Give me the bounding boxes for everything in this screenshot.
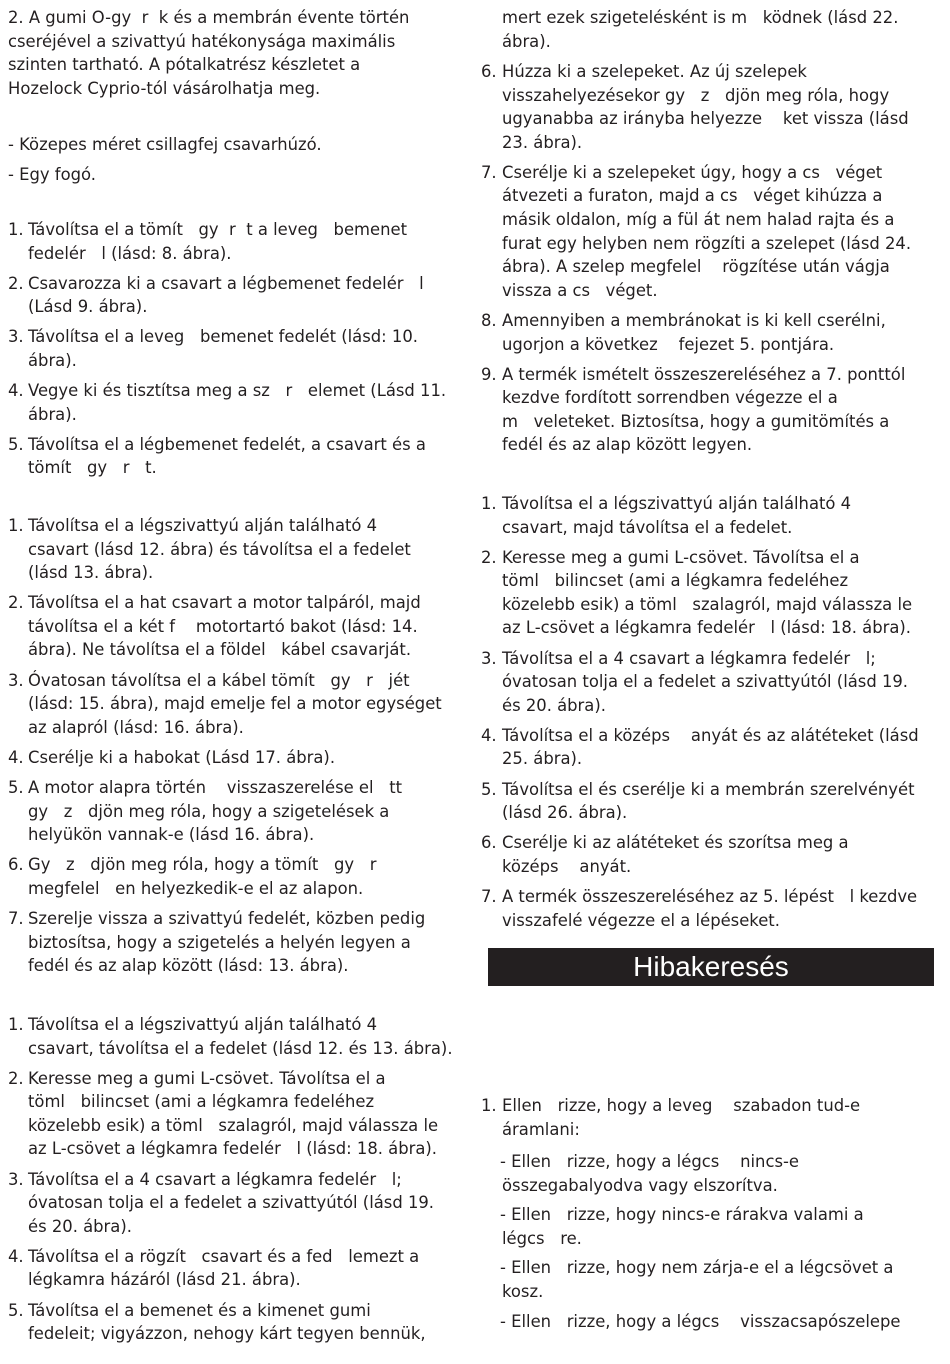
list-item: 5. A motor alapra történ visszaszerelése el tt gy z djön meg róla, hogy a szigetelések a helyükön vannak-e (lásd 16. ábra). <box>8 777 403 845</box>
list-item: 4. Vegye ki és tisztítsa meg a sz r elemet (Lásd 11. ábra). <box>8 381 447 424</box>
list-item: 4. Távolítsa el a rögzít csavart és a fed lemezt a légkamra házáról (lásd 21. ábra). <box>8 1246 420 1290</box>
list-item: 7. Szerelje vissza a szivattyú fedelét, közben pedig biztosítsa, hogy a szigetelés a helyén legyen a fedél és az alap között (lásd: 13. ábra). <box>8 908 426 976</box>
troubleshooting-list <box>480 1094 945 1148</box>
list-item: 2. Távolítsa el a hat csavart a motor talpáról, majd távolítsa el a két f motortartó bakot (lásd: 14. ábra). Ne távolítsa el a földel kábel csavarját. <box>8 593 421 660</box>
troubleshooting-subitems <box>480 1150 945 1339</box>
section-heading: Hibakeresés <box>488 948 934 986</box>
list-item: 4. Cserélje ki a habokat (Lásd 17. ábra). <box>8 747 336 767</box>
filter-steps-list <box>0 218 472 486</box>
list-item: 4. Távolítsa el a középs anyát és az alátéteket (lásd 25. ábra). <box>481 725 919 769</box>
list-item: 1. Távolítsa el a légszivattyú alján található 4 csavart (lásd 12. ábra) és távolítsa el a fedelet (lásd 13. ábra). <box>8 516 411 583</box>
valve-steps-list <box>0 1013 472 1352</box>
list-item: 9. A termék ismételt összeszereléséhez a 7. ponttól kezdve fordított sorrendben végezze el a m veleteket. Biztosítsa, hogy a gumitömítés a fedél és az alap között legyen. <box>481 364 906 455</box>
list-item: 3. Távolítsa el a leveg bemenet fedelét (lásd: 10. ábra). <box>8 327 418 370</box>
list-item: 7. Cserélje ki a szelepeket úgy, hogy a cs véget átvezeti a furaton, majd a cs véget kihúzza a másik oldalon, míg a fül át nem halad rajta és a furat egy helyben nem rögzíti a szelepet (lásd 24. ábra). A szelep megfelel rögzítése után vágja vissza a cs véget. <box>481 162 912 300</box>
list-item: 6. Cserélje ki az alátéteket és szorítsa meg a középs anyát. <box>481 833 849 876</box>
list-item: 3. Távolítsa el a 4 csavart a légkamra fedelér l; óvatosan tolja el a fedelet a szivattyútól (lásd 19. és 20. ábra). <box>481 648 909 715</box>
tool-item: - Közepes méret csillagfej csavarhúzó. <box>8 135 322 154</box>
list-item: 2. Keresse meg a gumi L-csövet. Távolítsa el a töml bilincset (ami a légkamra fedeléhez közelebb esik) a töml szalagról, majd válassza le az L-csövet a légkamra fedelér l (lásd: 18. ábra). <box>8 1068 439 1159</box>
list-item: 6. Húzza ki a szelepeket. Az új szelepek visszahelyezésekor gy z djön meg róla, hogy ugyanabba az irányba helyezze ket vissza (lásd 23. ábra). <box>481 62 909 152</box>
list-item: 2. Csavarozza ki a csavart a légbemenet fedelér l (Lásd 9. ábra). <box>8 273 424 317</box>
membrane-steps-list <box>480 492 945 939</box>
list-item: 8. Amennyiben a membránokat is ki kell cserélni, ugorjon a következ fejezet 5. pontjára. <box>481 310 886 354</box>
sub-item: - Ellen rizze, hogy nincs-e rárakva valami a légcs re. <box>500 1205 864 1248</box>
continued-paragraph: mert ezek szigetelésként is m ködnek (lásd 22. ábra). <box>502 8 899 51</box>
tool-item: - Egy fogó. <box>8 164 96 184</box>
list-item: 1. Ellen rizze, hogy a leveg szabadon tud-e áramlani: <box>481 1096 861 1139</box>
list-item: 1. Távolítsa el a légszivattyú alján található 4 csavart, majd távolítsa el a fedelet. <box>481 494 852 537</box>
motor-steps-list <box>0 514 472 984</box>
list-item: 5. Távolítsa el a bemenet és a kimenet gumi fedeleit; vigyázzon, nehogy kárt tegyen bennük, <box>8 1300 426 1344</box>
list-item: 3. Távolítsa el a 4 csavart a légkamra fedelér l; óvatosan tolja el a fedelet a szivattyútól (lásd 19. és 20. ábra). <box>8 1169 435 1236</box>
sub-item: - Ellen rizze, hogy a légcs nincs-e összegabalyodva vagy elszorítva. <box>500 1152 799 1195</box>
valve-steps-continued-list <box>480 60 945 464</box>
sub-item: - Ellen rizze, hogy nem zárja-e el a légcsövet a kosz. <box>500 1258 894 1301</box>
list-item: 3. Óvatosan távolítsa el a kábel tömít gy r jét (lásd: 15. ábra), majd emelje fel a motor egységet az alapról (lásd: 16. ábra). <box>8 670 442 737</box>
list-item: 2. Keresse meg a gumi L-csövet. Távolítsa el a töml bilincset (ami a légkamra fedeléhez közelebb esik) a töml szalagról, majd válassza le az L-csövet a légkamra fedelér l (lásd: 18. ábra). <box>481 547 913 638</box>
tools-list <box>0 133 472 192</box>
list-item: 6. Gy z djön meg róla, hogy a tömít gy r megfelel en helyezkedik-e el az alapon. <box>8 855 377 898</box>
intro-paragraph: 2. A gumi O-gy r k és a membrán évente történ cseréjével a szivattyú hatékonysága maximális szinten tartható. A pótalkatrész készletet a Hozelock Cyprio-tól vásárolhatja meg. <box>8 8 410 98</box>
list-item: 1. Távolítsa el a légszivattyú alján található 4 csavart, távolítsa el a fedelet (lásd 12. és 13. ábra). <box>8 1015 453 1058</box>
list-item: 1. Távolítsa el a tömít gy r t a leveg bemenet fedelér l (lásd: 8. ábra). <box>8 220 407 263</box>
sub-item: - Ellen rizze, hogy a légcs visszacsapószelepe <box>500 1311 901 1331</box>
list-item: 5. Távolítsa el és cserélje ki a membrán szerelvényét (lásd 26. ábra). <box>481 779 915 823</box>
list-item: 7. A termék összeszereléséhez az 5. lépést l kezdve visszafelé végezze el a lépéseket. <box>481 886 918 930</box>
list-item: 5. Távolítsa el a légbemenet fedelét, a csavart és a tömít gy r t. <box>8 434 426 478</box>
